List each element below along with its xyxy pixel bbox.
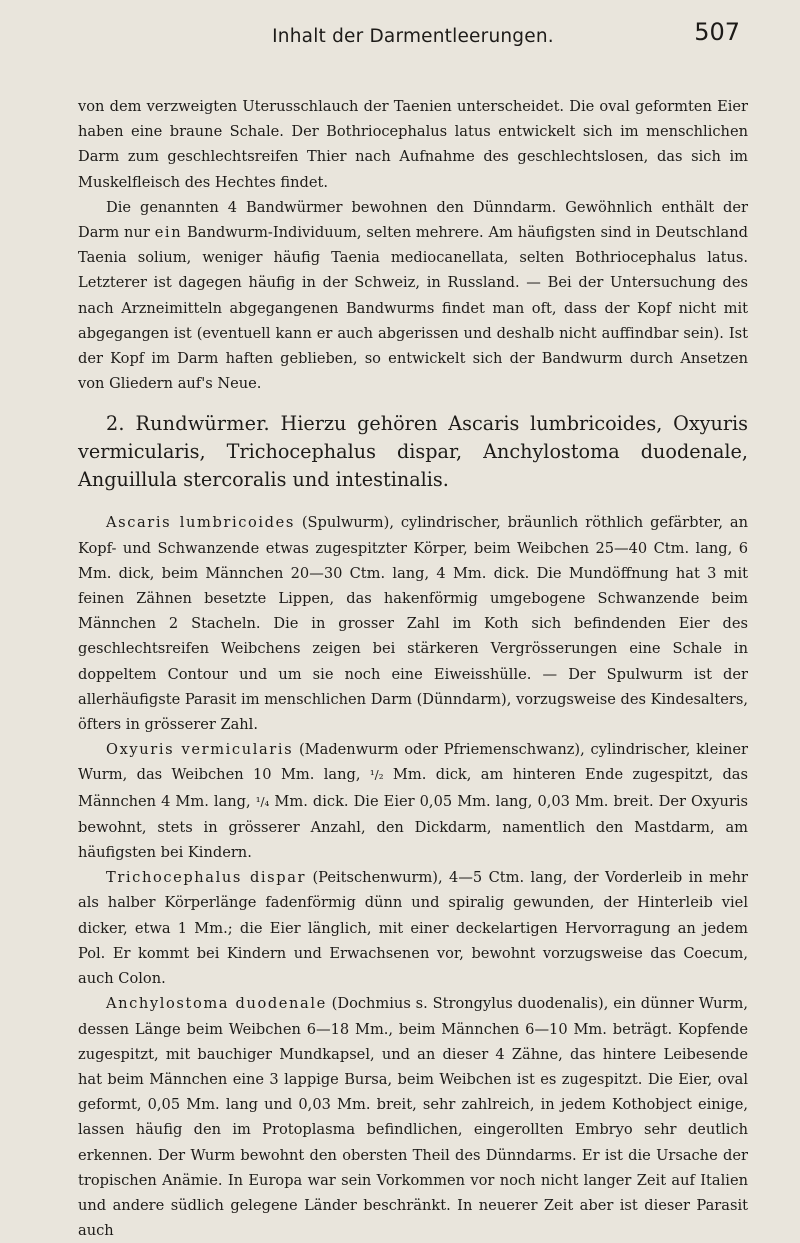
entry-oxyuris: [78, 737, 748, 865]
paragraph-text: Bandwurm-Individuum, selten mehrere. Am häufigsten sind in Deutschland Taenia solium, weniger häufig Taenia mediocanellata, selten Bothriocephalus latus. Letzterer ist dagegen häufig in der Schweiz, in Russland. — Bei der Untersuchung des nach Arzneimitteln abgegangenen Bandwurms findet man oft, dass der Kopf nicht mit abgegangen ist (eventuell kann er auch abgerissen und deshalb nicht auffindbar sein). Ist der Kopf im Darm haften geblieben, so entwickelt sich der Bandwurm durch Ansetzen von Gliedern auf's Neue.: [78, 224, 748, 393]
section-number: 2.: [106, 412, 125, 436]
fraction-half: ¹/₂: [369, 768, 384, 783]
entry-term: Oxyuris vermicularis: [106, 741, 294, 759]
running-header: [78, 0, 748, 64]
entry-trichocephalus: [78, 865, 748, 991]
fraction-quarter: ¹/₄: [255, 794, 270, 809]
section-intro: Hierzu gehören Ascaris lumbricoides, Oxyuris vermicularis, Trichocephalus dispar, Anchylostoma duodenale, Anguillula stercoralis und intestinalis.: [78, 412, 748, 492]
entry-text: Mm. dick. Die Eier 0,05 Mm. lang, 0,03 Mm. breit. Der Oxyuris bewohnt, stets in grösserer Anzahl, den Dickdarm, namentlich den Mastdarm, am häufigsten bei Kindern.: [78, 792, 748, 862]
entry-text: (Spulwurm), cylindrischer, bräunlich röthlich gefärbter, an Kopf- und Schwanzende etwas zugespitzter Körper, beim Weibchen 25—40 Ctm. lang, 6 Mm. dick, beim Männchen 20—30 Ctm. lang, 4 Mm. dick. Die Mundöffnung hat 3 mit feinen Zähnen besetzte Lippen, das hakenförmig umgebogene Schwanzende beim Männchen 2 Stacheln. Die in grosser Zahl im Koth sich befindenden Eier des geschlechtsreifen Weibchens zeigen bei stärkeren Vergrösserungen eine Schale in doppeltem Contour und um sie noch eine Eiweisshülle. — Der Spulwurm ist der allerhäufigste Parasit im menschlichen Darm (Dünndarm), vorzugsweise des Kindesalters, öfters in grösserer Zahl.: [78, 514, 748, 734]
entry-anchylostoma: [78, 991, 748, 1243]
paragraph-bothriocephalus: von dem verzweigten Uterusschlauch der Taenien unterscheidet. Die oval geformten Eier haben eine braune Schale. Der Bothriocephalus latus entwickelt sich im menschlichen Darm zum geschlechtsreifen Thier nach Aufnahme des geschlechtslosen, das sich im Muskelfleisch des Hechtes findet.: [78, 98, 748, 191]
entry-ascaris: [78, 510, 748, 737]
entry-term: Trichocephalus dispar: [106, 869, 307, 887]
section-heading-rundwuermer: [78, 410, 748, 494]
entry-term: Ascaris lumbricoides: [106, 514, 295, 532]
entry-text: (Peitschenwurm), 4—5 Ctm. lang, der Vorderleib in mehr als halber Körperlänge fadenförmig dünn und spiralig gewunden, der Hinterleib viel dicker, etwa 1 Mm.; die Eier länglich, mit einer deckelartigen Hervorragung an jedem Pol. Er kommt bei Kindern und Erwachsenen vor, bewohnt vorzugsweise das Coecum, auch Colon.: [78, 869, 748, 988]
running-title: Inhalt der Darmentleerungen.: [272, 26, 554, 47]
emphasis-ein: ein: [154, 224, 183, 242]
paragraph-text: Die genannten 4 Bandwürmer bewohnen den Dünndarm. Gewöhnlich enthält der Darm nur: [78, 198, 748, 242]
section-title: Rundwürmer.: [135, 412, 270, 436]
entry-term: Anchylostoma duodenale: [106, 995, 327, 1013]
entry-text: (Dochmius s. Strongylus duodenalis), ein dünner Wurm, dessen Länge beim Weibchen 6—18 Mm., beim Männchen 6—10 Mm. beträgt. Kopfende zugespitzt, mit bauchiger Mundkapsel, und an dieser 4 Zähne, das hintere Leibesende hat beim Männchen eine 3 lappige Bursa, beim Weibchen ist es zugespitzt. Die Eier, oval geformt, 0,05 Mm. lang und 0,03 Mm. breit, sehr zahlreich, in jedem Kothobject einige, lassen häufig den im Protoplasma befindlichen, eingerollten Embryo sehr deutlich erkennen. Der Wurm bewohnt den obersten Theil des Dünndarms. Er ist die Ursache der tropischen Anämie. In Europa war sein Vorkommen vor noch nicht langer Zeit auf Italien und andere südlich gelegene Länder beschränkt. In neuerer Zeit aber ist dieser Parasit auch: [78, 995, 749, 1240]
entry-text: Mm. dick, am hinteren Ende zugespitzt, das Männchen 4 Mm. lang,: [78, 766, 748, 810]
entry-text: (Madenwurm oder Pfriemenschwanz), cylindrischer, kleiner Wurm, das Weibchen 10 Mm. lang,: [78, 741, 749, 784]
body-text: [78, 94, 748, 1243]
page-number: 507: [694, 18, 740, 46]
paragraph-bandwuermer: [78, 195, 748, 397]
